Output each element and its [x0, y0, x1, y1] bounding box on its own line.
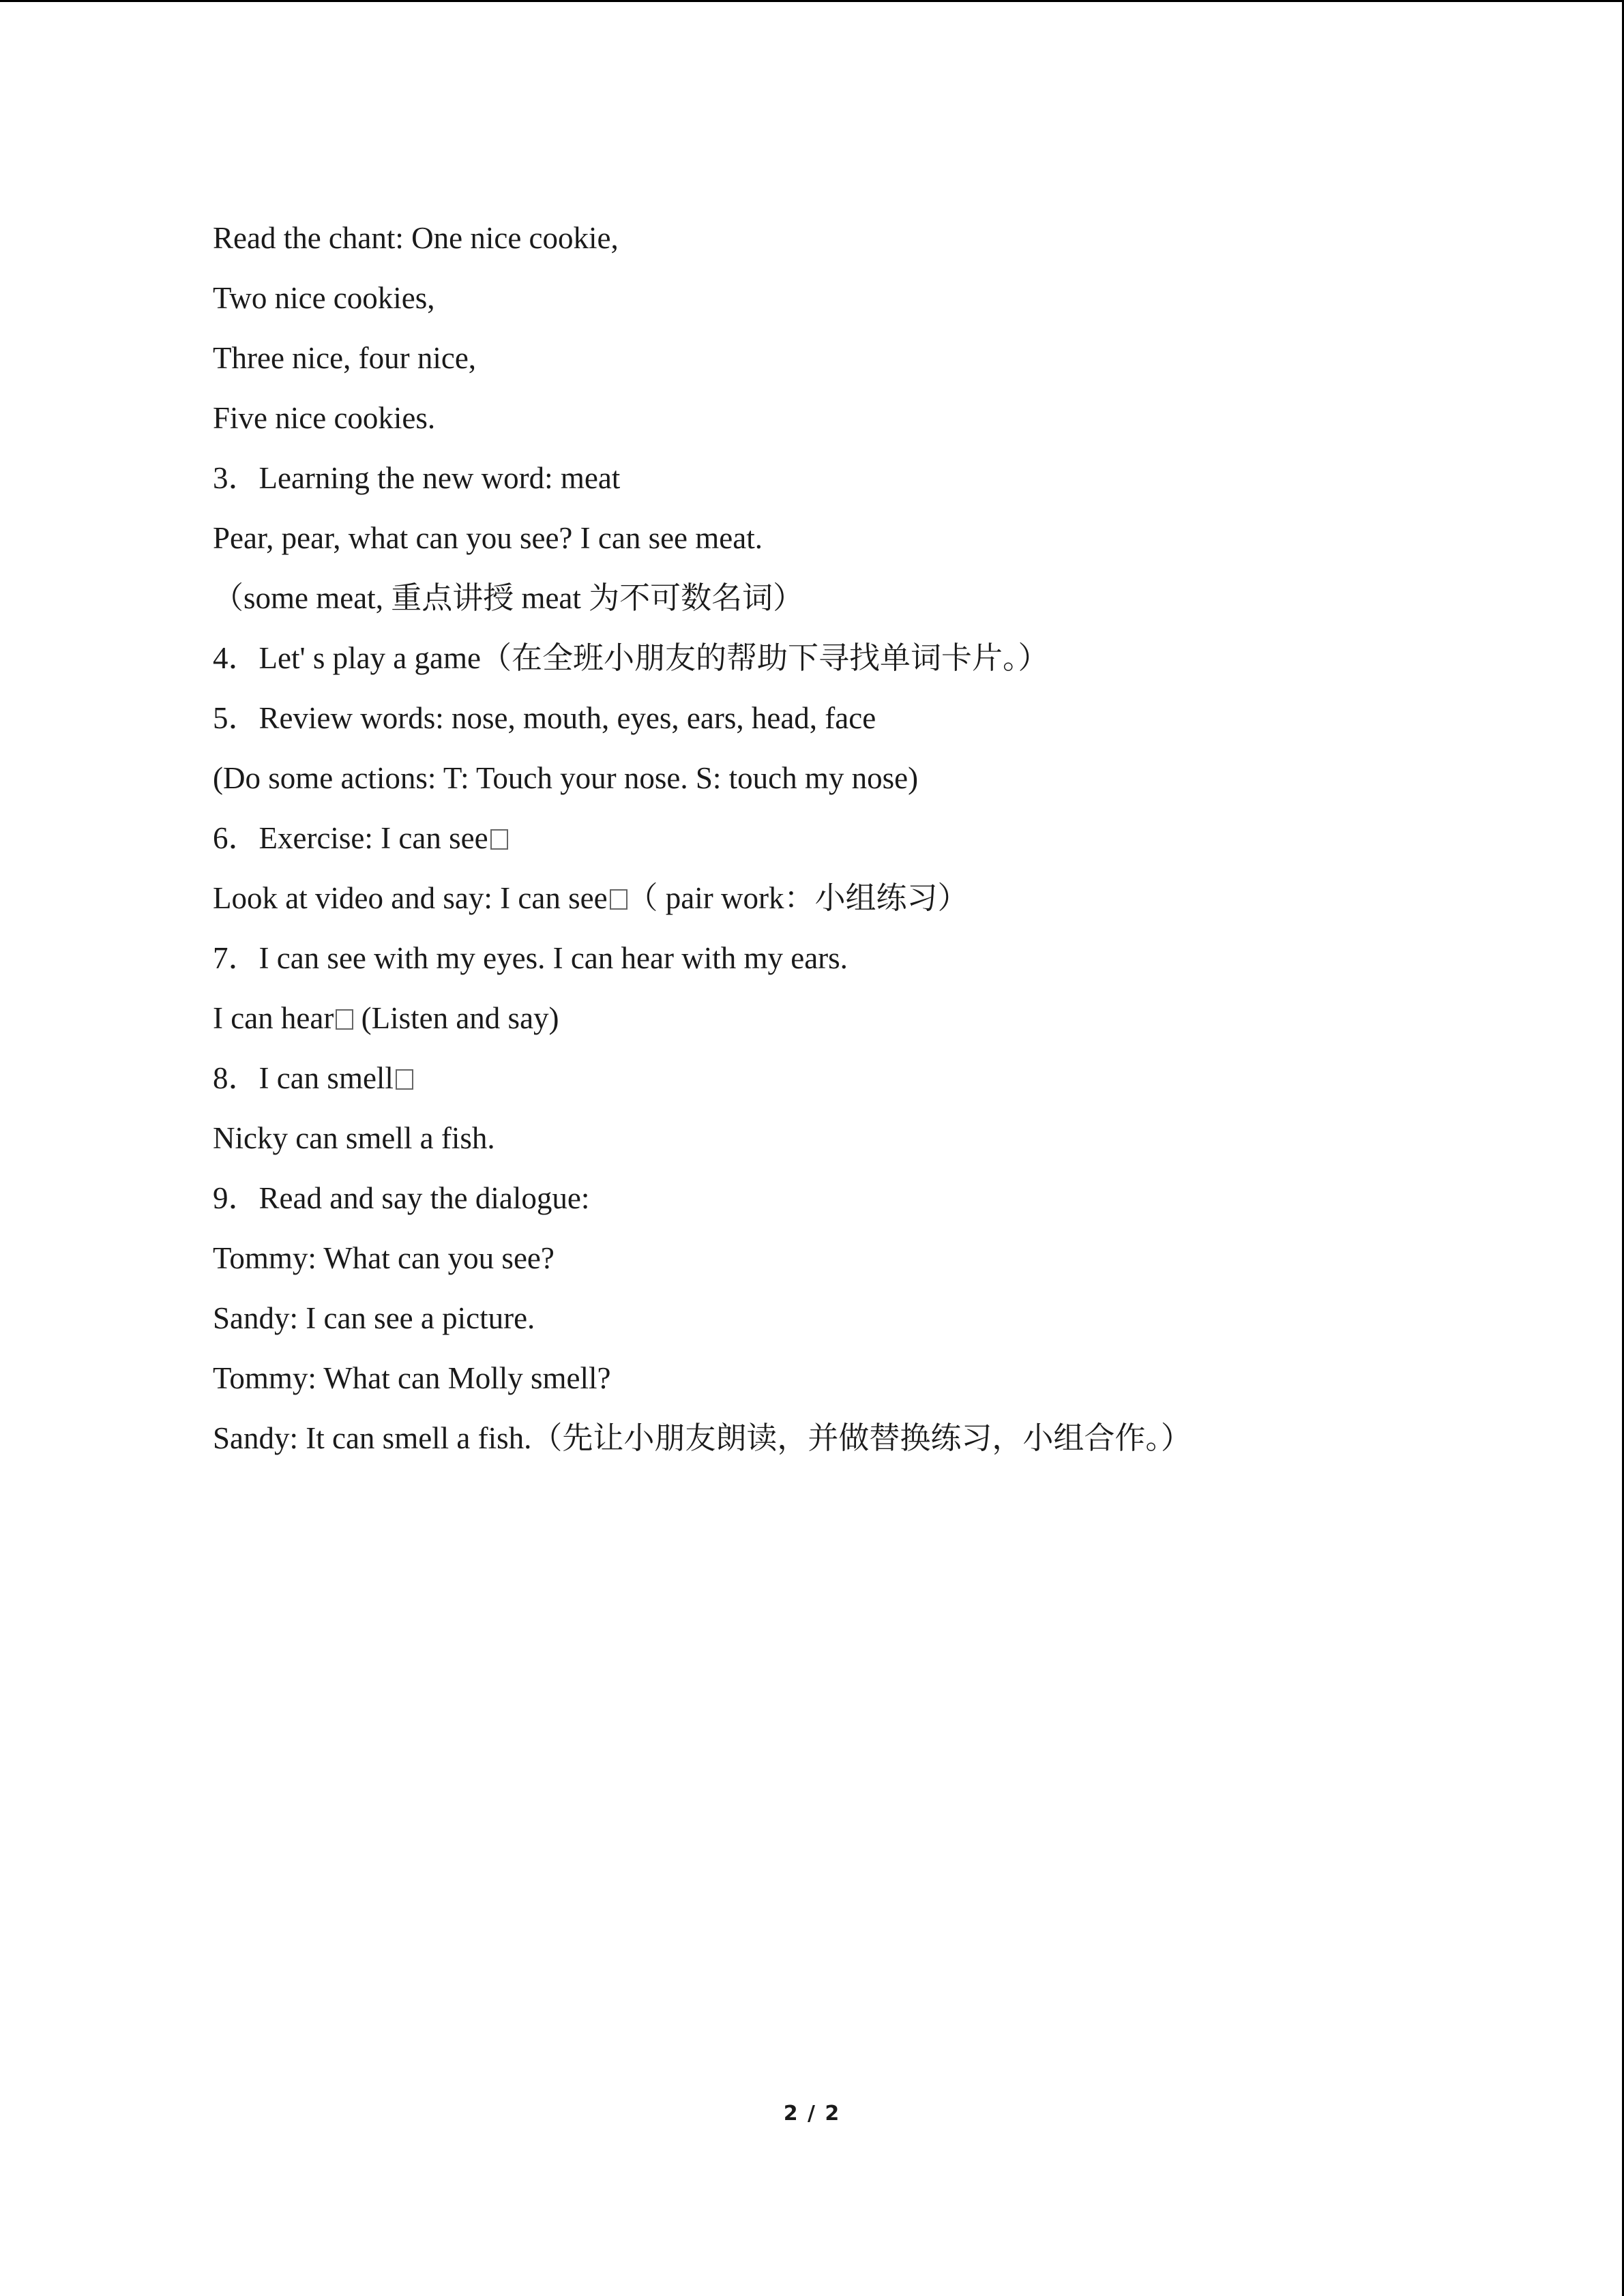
text-line	[213, 1177, 1509, 1237]
text-line	[213, 817, 1509, 877]
text-line	[213, 877, 1509, 937]
line-text: 4．Let' s play a game（在全班小朋友的帮助下寻找单词卡片。）	[213, 641, 1049, 675]
text-line	[213, 757, 1509, 817]
line-text: Pear, pear, what can you see? I can see meat.	[213, 521, 763, 555]
text-line	[213, 1237, 1509, 1297]
text-line	[213, 577, 1509, 637]
line-text: 5．Review words: nose, mouth, eyes, ears, head, face	[213, 701, 876, 735]
line-text: Nicky can smell a fish.	[213, 1121, 495, 1155]
text-line	[213, 217, 1509, 277]
text-line	[213, 337, 1509, 397]
line-suffix: （ pair work：小组练习）	[627, 881, 969, 915]
line-text: Three nice, four nice,	[213, 341, 477, 375]
line-text: 9．Read and say the dialogue:	[213, 1181, 590, 1215]
line-text: Sandy: It can smell a fish.（先让小朋友朗读，并做替换练习，小组合作。）	[213, 1421, 1192, 1455]
line-text: Five nice cookies.	[213, 401, 436, 435]
line-text: Look at video and say: I can see	[213, 881, 608, 915]
line-suffix: (Listen and say)	[353, 1001, 559, 1035]
document-body	[213, 217, 1509, 1477]
blank-box-icon	[610, 889, 628, 910]
top-border-line	[0, 0, 1624, 2]
text-line	[213, 1417, 1509, 1477]
text-line	[213, 1357, 1509, 1417]
text-line	[213, 277, 1509, 337]
text-line	[213, 1297, 1509, 1357]
line-text: (Do some actions: T: Touch your nose. S: touch my nose)	[213, 761, 919, 795]
line-text: 6．Exercise: I can see	[213, 821, 488, 855]
text-line	[213, 637, 1509, 697]
text-line	[213, 1057, 1509, 1117]
line-text: Sandy: I can see a picture.	[213, 1301, 535, 1335]
text-line	[213, 457, 1509, 517]
blank-box-icon	[336, 1009, 353, 1030]
line-text: Read the chant: One nice cookie,	[213, 221, 619, 255]
text-line	[213, 397, 1509, 457]
line-text: Tommy: What can you see?	[213, 1241, 555, 1275]
line-text: （some meat, 重点讲授 meat 为不可数名词）	[213, 581, 804, 615]
text-line	[213, 517, 1509, 577]
line-text: 8．I can smell	[213, 1061, 394, 1095]
text-line	[213, 1117, 1509, 1177]
text-line	[213, 697, 1509, 757]
line-text: Tommy: What can Molly smell?	[213, 1361, 611, 1395]
line-text: I can hear	[213, 1001, 334, 1035]
blank-box-icon	[490, 829, 508, 850]
line-text: Two nice cookies,	[213, 281, 435, 315]
page-number: 2 / 2	[783, 2102, 841, 2126]
text-line	[213, 937, 1509, 997]
line-text: 7．I can see with my eyes. I can hear with my ears.	[213, 941, 848, 975]
line-text: 3．Learning the new word: meat	[213, 461, 621, 495]
blank-box-icon	[396, 1069, 413, 1090]
text-line	[213, 997, 1509, 1057]
